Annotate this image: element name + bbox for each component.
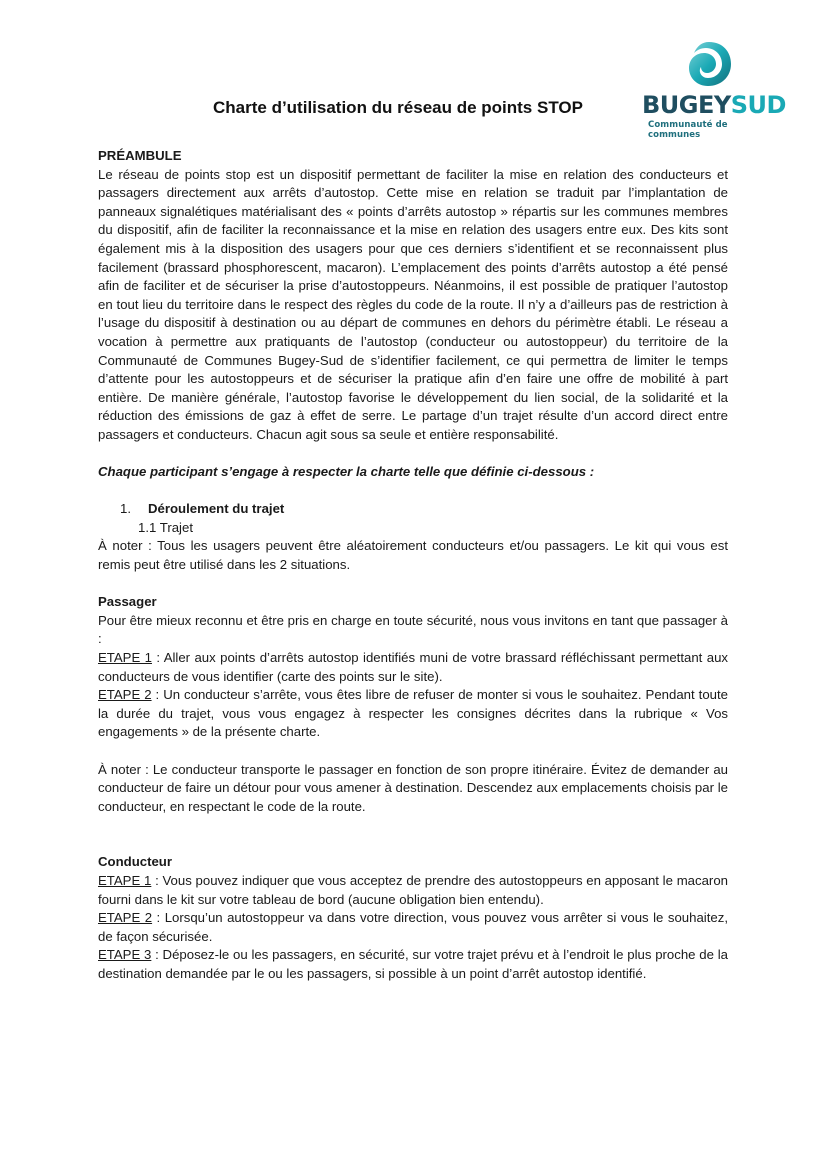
- passager-heading: Passager: [98, 594, 157, 610]
- step-label: ETAPE 1: [98, 872, 152, 888]
- document-title: Charte d’utilisation du réseau de points STOP: [213, 98, 583, 117]
- preamble-heading: PRÉAMBULE: [98, 148, 182, 163]
- section-number: 1.: [120, 501, 131, 517]
- brand-part-bugey: BUGEY: [642, 91, 731, 119]
- section-title: Déroulement du trajet: [148, 501, 285, 517]
- step-text: : Déposez-le ou les passagers, en sécurité, sur votre trajet prévu et à l’endroit le plus proche de la destination demandée par le ou les passagers, si possible à un point d’arrêt autostop identifié.: [98, 947, 728, 981]
- passager-intro: Pour être mieux reconnu et être pris en charge en toute sécurité, nous vous invitons en tant que passager à :: [98, 612, 728, 647]
- conducteur-step-3: [98, 946, 728, 983]
- subsection-heading: 1.1 Trajet: [138, 519, 193, 535]
- preamble-text: Le réseau de points stop est un dispositif permettant de faciliter la mise en relation des conducteurs et passagers directement aux arrêts d’autostop. Cette mise en relation se traduit par l’implantation de panneaux signalétiques matérialisant des « points d’arrêts autostop » répartis sur les communes membres du dispositif, afin de faciliter la reconnaissance et la mise en relation des usagers entre eux. Des kits sont également mis à la disposition des usagers pour que ces derniers s’identifient et se reconnaissent plus facilement (brassard phosphorescent, macaron). L’emplacement des points d’arrêts autostop a été pensé afin de faciliter et de sécuriser la prise d’autostoppeurs. Néanmoins, il est possible de pratiquer l’autostop en tout lieu du territoire dans le respect des règles du code de la route. Il n’y a d’ailleurs pas de restriction à l’usage du dispositif à destination ou au départ de communes en dehors du périmètre établi. Le réseau a vocation à permettre aux pratiquants de l’autostop (conducteur ou autostoppeur) du territoire de la Communauté de Communes Bugey-Sud de s’identifier facilement, ce qui permettra de limiter le temps d’attente pour les autostoppeurs et de sécuriser la pratique afin d’en faire une offre de mobilité à part entière. De manière générale, l’autostop favorise le développement du lien social, de la solidarité et la réduction des émissions de gaz à effet de serre. Le partage d’un trajet résulte d’un accord direct entre passagers et conducteurs. Chacun agit sous sa seule et entière responsabilité.: [98, 166, 728, 442]
- step-label: ETAPE 1: [98, 650, 152, 666]
- step-text: : Un conducteur s’arrête, vous êtes libre de refuser de monter si vous le souhaitez. Pendant toute la durée du trajet, vous vous engagez à respecter les consignes décrites dans la rubrique « Vos engagements » de la présente charte.: [98, 687, 728, 740]
- brand-name: [642, 92, 786, 118]
- step-text: : Aller aux points d’arrêts autostop identifiés muni de votre brassard réfléchissant permettant aux conducteurs de vous identifier (carte des points sur le site).: [98, 650, 728, 684]
- commitment-statement: Chaque participant s’engage à respecter la charte telle que définie ci-dessous :: [98, 464, 595, 480]
- passager-step-2: [98, 686, 728, 742]
- document-body: [98, 147, 728, 984]
- bugeysud-logo: [640, 40, 786, 140]
- step-label: ETAPE 2: [98, 687, 152, 703]
- passager-note: À noter : Le conducteur transporte le passager en fonction de son propre itinéraire. Évitez de demander au conducteur de faire un détour pour vous amener à destination. Descendez aux emplacements choisis par le conducteur, en respectant le code de la route.: [98, 761, 728, 814]
- conducteur-step-1: [98, 872, 728, 909]
- step-label: ETAPE 3: [98, 947, 152, 963]
- wave-swirl-icon: [685, 40, 733, 88]
- passager-step-1: [98, 649, 728, 686]
- step-text: : Vous pouvez indiquer que vous acceptez de prendre des autostoppeurs en apposant le macaron fourni dans le kit sur votre tableau de bord (aucune obligation bien entendu).: [98, 872, 728, 907]
- step-text: : Lorsqu’un autostoppeur va dans votre direction, vous pouvez vous arrêter si vous le souhaitez, de façon sécurisée.: [98, 910, 728, 944]
- section-heading: [98, 500, 728, 519]
- brand-subtitle: Communauté de communes: [648, 120, 728, 140]
- section-note: À noter : Tous les usagers peuvent être aléatoirement conducteurs et/ou passagers. Le kit qui vous est remis peut être utilisé dans les 2 situations.: [98, 538, 728, 573]
- conducteur-step-2: [98, 909, 728, 946]
- conducteur-heading: Conducteur: [98, 854, 172, 870]
- step-label: ETAPE 2: [98, 910, 153, 926]
- brand-part-sud: SUD: [730, 91, 786, 119]
